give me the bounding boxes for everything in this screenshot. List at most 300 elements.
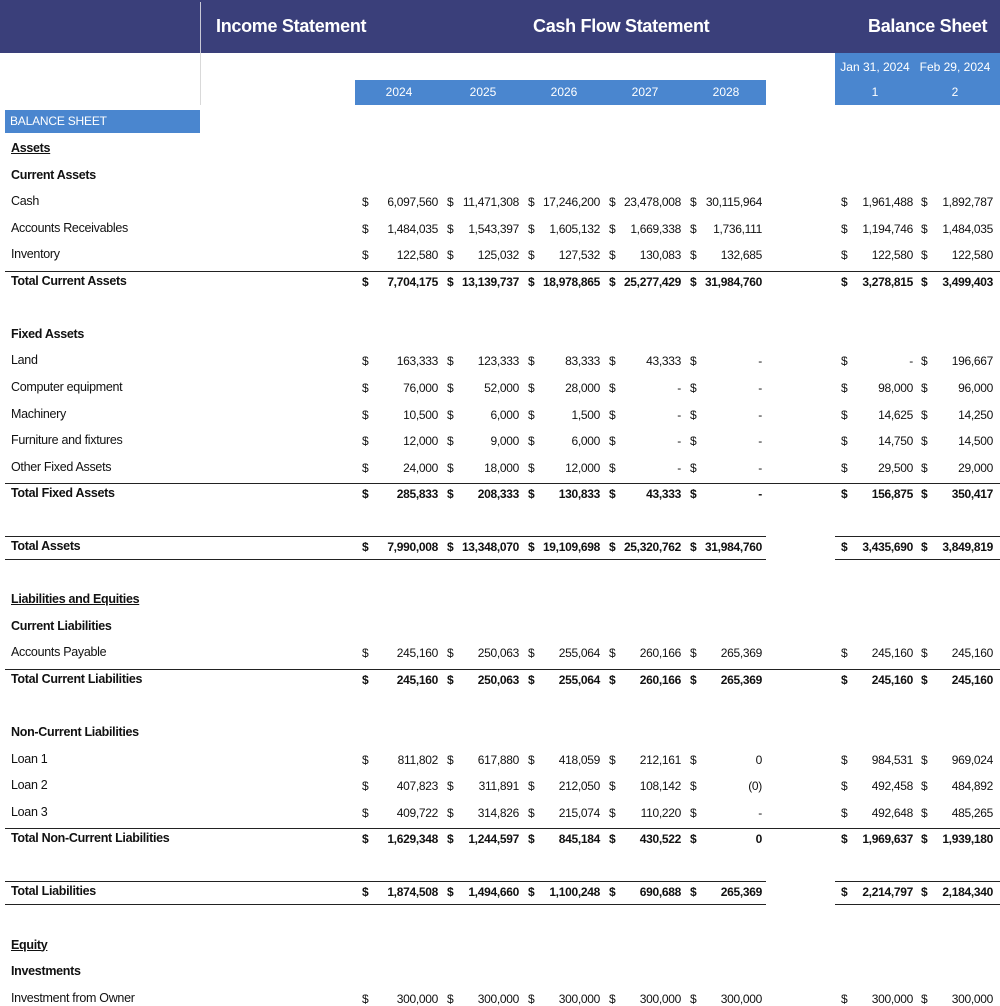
row-rule [5, 881, 766, 882]
cell-value[interactable]: 245,160 [871, 646, 913, 661]
row-label: Current Liabilities [11, 618, 112, 633]
cell-value[interactable]: 300,000 [871, 991, 913, 1006]
cell-value[interactable]: 418,059 [558, 752, 600, 767]
currency-symbol: $ [841, 540, 848, 555]
currency-symbol: $ [921, 832, 928, 847]
cell-value[interactable]: 484,892 [951, 779, 993, 794]
currency-symbol: $ [362, 885, 369, 900]
column-divider [200, 53, 201, 105]
cell-value[interactable]: 108,142 [639, 779, 681, 794]
cell-value[interactable]: 245,160 [951, 646, 993, 661]
currency-symbol: $ [690, 487, 697, 502]
cell-value[interactable]: 18,000 [484, 460, 519, 475]
cell-value[interactable]: - [677, 460, 681, 475]
currency-symbol: $ [841, 805, 848, 820]
currency-symbol: $ [690, 805, 697, 820]
cell-value[interactable]: 1,494,660 [468, 885, 519, 900]
cell-value[interactable]: 1,543,397 [468, 221, 519, 236]
currency-symbol: $ [841, 832, 848, 847]
cell-value[interactable]: 1,969,637 [862, 832, 913, 847]
currency-symbol: $ [362, 779, 369, 794]
cell-value[interactable]: 350,417 [951, 487, 993, 502]
cell-value[interactable]: 83,333 [565, 354, 600, 369]
cell-value[interactable]: - [758, 805, 762, 820]
currency-symbol: $ [609, 195, 616, 210]
currency-symbol: $ [528, 195, 535, 210]
cell-value[interactable]: 24,000 [403, 460, 438, 475]
cell-value[interactable]: - [677, 434, 681, 449]
cell-value[interactable]: 25,320,762 [623, 540, 681, 555]
row-rule [835, 559, 1000, 560]
currency-symbol: $ [690, 991, 697, 1006]
cell-value[interactable]: 492,458 [871, 779, 913, 794]
cell-value[interactable]: 18,978,865 [542, 274, 600, 289]
cell-value[interactable]: 196,667 [951, 354, 993, 369]
currency-symbol: $ [362, 646, 369, 661]
cell-value[interactable]: 29,500 [878, 460, 913, 475]
currency-symbol: $ [362, 354, 369, 369]
cell-value[interactable]: 30,115,964 [705, 195, 762, 210]
cell-value[interactable]: 3,499,403 [942, 274, 993, 289]
row-label: Liabilities and Equities [11, 592, 140, 607]
cell-value[interactable]: 811,802 [397, 752, 438, 767]
currency-symbol: $ [362, 540, 369, 555]
cell-value[interactable]: 43,333 [646, 354, 681, 369]
cell-value[interactable]: - [909, 354, 913, 369]
cell-value[interactable]: 125,032 [477, 248, 519, 263]
currency-symbol: $ [528, 380, 535, 395]
year-header: 2028 [712, 85, 740, 99]
cell-value[interactable]: 260,166 [639, 673, 681, 687]
currency-symbol: $ [690, 248, 697, 263]
year-header: 2027 [631, 85, 659, 99]
row-rule [5, 669, 1000, 670]
cell-value[interactable]: - [758, 487, 762, 502]
cell-value[interactable]: 845,184 [558, 832, 600, 847]
cell-value[interactable]: 208,333 [477, 487, 519, 502]
row-label: Investments [11, 964, 81, 979]
cell-value[interactable]: 314,826 [477, 805, 519, 820]
cell-value[interactable]: 98,000 [878, 380, 913, 395]
currency-symbol: $ [609, 487, 616, 502]
currency-symbol: $ [921, 460, 928, 475]
row-label: Fixed Assets [11, 326, 85, 341]
currency-symbol: $ [921, 380, 928, 395]
cell-value[interactable]: 430,522 [639, 832, 681, 847]
cell-value[interactable]: 260,166 [639, 646, 681, 661]
currency-symbol: $ [362, 248, 369, 263]
cell-value[interactable]: 7,704,175 [387, 274, 438, 289]
cell-value[interactable]: 11,471,308 [462, 195, 519, 210]
cell-value[interactable]: 265,369 [720, 646, 762, 661]
currency-symbol: $ [609, 805, 616, 820]
currency-symbol: $ [447, 195, 454, 210]
currency-symbol: $ [921, 779, 928, 794]
cell-value[interactable]: 245,160 [396, 673, 438, 687]
currency-symbol: $ [609, 885, 616, 900]
cell-value[interactable]: - [758, 434, 762, 449]
cell-value[interactable]: - [758, 380, 762, 395]
cell-value[interactable]: 122,580 [951, 248, 993, 263]
currency-symbol: $ [447, 991, 454, 1006]
cell-value[interactable]: 300,000 [639, 991, 681, 1006]
currency-symbol: $ [447, 380, 454, 395]
row-label: Total Current Assets [11, 273, 127, 288]
cell-value[interactable]: 122,580 [396, 248, 438, 263]
currency-symbol: $ [447, 354, 454, 369]
currency-symbol: $ [609, 274, 616, 289]
currency-symbol: $ [841, 991, 848, 1006]
cell-value[interactable]: 130,083 [639, 248, 681, 263]
cell-value[interactable]: 3,278,815 [862, 274, 913, 289]
row-rule [5, 536, 766, 537]
currency-symbol: $ [609, 646, 616, 661]
currency-symbol: $ [841, 673, 848, 687]
currency-symbol: $ [609, 407, 616, 422]
cell-value[interactable]: 14,625 [878, 407, 913, 422]
cell-value[interactable]: 1,874,508 [387, 885, 438, 900]
row-label: Land [11, 353, 38, 368]
currency-symbol: $ [362, 434, 369, 449]
cell-value[interactable]: 1,629,348 [387, 832, 438, 847]
currency-symbol: $ [921, 991, 928, 1006]
cell-value[interactable]: 1,500 [571, 407, 600, 422]
cell-value[interactable]: 1,484,035 [387, 221, 438, 236]
cell-value[interactable]: 13,348,070 [461, 540, 519, 555]
row-label: Total Non-Current Liabilities [11, 831, 170, 846]
currency-symbol: $ [447, 221, 454, 236]
currency-symbol: $ [609, 832, 616, 847]
cell-value[interactable]: 31,984,760 [704, 540, 762, 555]
cell-value[interactable]: 1,244,597 [468, 832, 519, 847]
cell-value[interactable]: 1,669,338 [630, 221, 681, 236]
row-label: Total Current Liabilities [11, 672, 143, 686]
cell-value[interactable]: 1,736,111 [713, 221, 762, 236]
currency-symbol: $ [362, 805, 369, 820]
currency-symbol: $ [609, 540, 616, 555]
row-rule [5, 904, 766, 905]
cell-value[interactable]: 156,875 [871, 487, 913, 502]
currency-symbol: $ [447, 460, 454, 475]
tab-income-statement[interactable]: Income Statement [216, 16, 367, 36]
cell-value[interactable]: 250,063 [477, 673, 519, 687]
currency-symbol: $ [362, 274, 369, 289]
cell-value[interactable]: 1,484,035 [942, 221, 993, 236]
currency-symbol: $ [921, 752, 928, 767]
currency-symbol: $ [447, 540, 454, 555]
row-label: Cash [11, 194, 39, 209]
cell-value[interactable]: 110,220 [640, 805, 681, 820]
cell-value[interactable]: 984,531 [871, 752, 913, 767]
cell-value[interactable]: - [677, 380, 681, 395]
currency-symbol: $ [690, 195, 697, 210]
cell-value[interactable]: 212,161 [639, 752, 681, 767]
currency-symbol: $ [447, 885, 454, 900]
cell-value[interactable]: 1,892,787 [942, 195, 993, 210]
cell-value[interactable]: 127,532 [558, 248, 600, 263]
currency-symbol: $ [528, 805, 535, 820]
row-label: Computer equipment [11, 379, 123, 394]
cell-value[interactable]: 2,214,797 [862, 885, 913, 900]
cell-value[interactable]: 31,984,760 [704, 274, 762, 289]
cell-value[interactable]: 300,000 [951, 991, 993, 1006]
cell-value[interactable]: 28,000 [565, 380, 600, 395]
currency-symbol: $ [362, 380, 369, 395]
cell-value[interactable]: 10,500 [403, 407, 438, 422]
currency-symbol: $ [362, 460, 369, 475]
cell-value[interactable]: 13,139,737 [461, 274, 519, 289]
currency-symbol: $ [921, 434, 928, 449]
currency-symbol: $ [609, 248, 616, 263]
currency-symbol: $ [690, 752, 697, 767]
currency-symbol: $ [690, 673, 697, 687]
currency-symbol: $ [528, 274, 535, 289]
cell-value[interactable]: 14,750 [878, 434, 913, 449]
cell-value[interactable]: 96,000 [958, 380, 993, 395]
currency-symbol: $ [841, 487, 848, 502]
month-number-header: 2 [951, 85, 959, 99]
currency-symbol: $ [690, 779, 697, 794]
cell-value[interactable]: 19,109,698 [542, 540, 600, 555]
cell-value[interactable]: 132,685 [720, 248, 762, 263]
cell-value[interactable]: 1,961,488 [862, 195, 913, 210]
cell-value[interactable]: 245,160 [951, 673, 993, 687]
currency-symbol: $ [921, 673, 928, 687]
currency-symbol: $ [447, 805, 454, 820]
currency-symbol: $ [921, 885, 928, 900]
year-header: 2025 [469, 85, 497, 99]
currency-symbol: $ [447, 673, 454, 687]
currency-symbol: $ [921, 407, 928, 422]
currency-symbol: $ [690, 460, 697, 475]
cell-value[interactable]: 245,160 [396, 646, 438, 661]
cell-value[interactable]: 311,891 [478, 779, 519, 794]
currency-symbol: $ [690, 646, 697, 661]
currency-symbol: $ [841, 354, 848, 369]
currency-symbol: $ [528, 434, 535, 449]
cell-value[interactable]: 300,000 [720, 991, 762, 1006]
currency-symbol: $ [528, 779, 535, 794]
cell-value[interactable]: 617,880 [477, 752, 519, 767]
year-header: 2026 [550, 85, 578, 99]
cell-value[interactable]: 29,000 [958, 460, 993, 475]
currency-symbol: $ [447, 779, 454, 794]
currency-symbol: $ [447, 646, 454, 661]
currency-symbol: $ [528, 991, 535, 1006]
row-label: Investment from Owner [11, 990, 135, 1005]
cell-value[interactable]: 1,100,248 [549, 885, 600, 900]
cell-value[interactable]: 1,939,180 [942, 832, 993, 847]
currency-symbol: $ [609, 752, 616, 767]
row-rule [5, 483, 1000, 484]
row-rule [5, 828, 1000, 829]
cell-value[interactable]: 409,722 [396, 805, 438, 820]
cell-value[interactable]: 215,074 [558, 805, 600, 820]
cell-value[interactable]: 3,849,819 [942, 540, 993, 555]
currency-symbol: $ [447, 487, 454, 502]
currency-symbol: $ [609, 779, 616, 794]
cell-value[interactable]: 300,000 [477, 991, 519, 1006]
currency-symbol: $ [447, 752, 454, 767]
currency-symbol: $ [841, 779, 848, 794]
cell-value[interactable]: 14,250 [958, 407, 993, 422]
row-label: Non-Current Liabilities [11, 725, 139, 740]
currency-symbol: $ [447, 832, 454, 847]
row-label: Furniture and fixtures [11, 433, 123, 448]
currency-symbol: $ [528, 540, 535, 555]
cell-value[interactable]: 300,000 [558, 991, 600, 1006]
cell-value[interactable]: 6,097,560 [387, 195, 438, 210]
currency-symbol: $ [609, 673, 616, 687]
cell-value[interactable]: 1,194,746 [862, 221, 913, 236]
cell-value[interactable]: 285,833 [396, 487, 438, 502]
cell-value[interactable]: 245,160 [871, 673, 913, 687]
cell-value[interactable]: 52,000 [484, 380, 519, 395]
cell-value[interactable]: 123,333 [477, 354, 519, 369]
cell-value[interactable]: 25,277,429 [623, 274, 681, 289]
cell-value[interactable]: 12,000 [403, 434, 438, 449]
currency-symbol: $ [841, 274, 848, 289]
currency-symbol: $ [690, 407, 697, 422]
tab-balance-sheet[interactable]: Balance Sheet [868, 16, 988, 36]
currency-symbol: $ [609, 991, 616, 1006]
currency-symbol: $ [690, 832, 697, 847]
currency-symbol: $ [841, 248, 848, 263]
currency-symbol: $ [528, 673, 535, 687]
cell-value[interactable]: - [758, 407, 762, 422]
cell-value[interactable]: 163,333 [396, 354, 438, 369]
cell-value[interactable]: 17,246,200 [542, 195, 600, 210]
currency-symbol: $ [841, 646, 848, 661]
currency-symbol: $ [841, 221, 848, 236]
currency-symbol: $ [609, 434, 616, 449]
currency-symbol: $ [528, 407, 535, 422]
cell-value[interactable]: 250,063 [477, 646, 519, 661]
currency-symbol: $ [528, 248, 535, 263]
cell-value[interactable]: 130,833 [558, 487, 600, 502]
currency-symbol: $ [528, 487, 535, 502]
cell-value[interactable]: 9,000 [490, 434, 519, 449]
cell-value[interactable]: 0 [755, 752, 762, 767]
row-label: Total Assets [11, 539, 81, 554]
currency-symbol: $ [528, 885, 535, 900]
currency-symbol: $ [841, 380, 848, 395]
cell-value[interactable]: 212,050 [558, 779, 600, 794]
cell-value[interactable]: 12,000 [565, 460, 600, 475]
currency-symbol: $ [528, 752, 535, 767]
currency-symbol: $ [690, 434, 697, 449]
currency-symbol: $ [528, 460, 535, 475]
row-rule [835, 536, 1000, 537]
currency-symbol: $ [609, 221, 616, 236]
month-date-header: Feb 29, 2024 [919, 60, 991, 74]
month-date-header: Jan 31, 2024 [840, 60, 910, 74]
cell-value[interactable]: 14,500 [958, 434, 993, 449]
cell-value[interactable]: - [758, 460, 762, 475]
currency-symbol: $ [921, 274, 928, 289]
cell-value[interactable]: 690,688 [639, 885, 681, 900]
cell-value[interactable]: 255,064 [558, 673, 600, 687]
currency-symbol: $ [841, 195, 848, 210]
row-label: Inventory [11, 247, 60, 262]
cell-value[interactable]: 485,265 [951, 805, 993, 820]
row-label: Accounts Receivables [11, 220, 128, 235]
cell-value[interactable]: 43,333 [646, 487, 681, 502]
cell-value[interactable]: 122,580 [871, 248, 913, 263]
cell-value[interactable]: 2,184,340 [942, 885, 993, 900]
currency-symbol: $ [690, 274, 697, 289]
cell-value[interactable]: 265,369 [720, 673, 762, 687]
cell-value[interactable]: 0 [755, 832, 762, 847]
cell-value[interactable]: 1,605,132 [549, 221, 600, 236]
currency-symbol: $ [921, 195, 928, 210]
currency-symbol: $ [362, 195, 369, 210]
currency-symbol: $ [609, 354, 616, 369]
row-label: Current Assets [11, 167, 96, 182]
currency-symbol: $ [528, 832, 535, 847]
currency-symbol: $ [921, 805, 928, 820]
cell-value[interactable]: 492,648 [871, 805, 913, 820]
currency-symbol: $ [921, 354, 928, 369]
currency-symbol: $ [609, 380, 616, 395]
currency-symbol: $ [690, 221, 697, 236]
row-label: Loan 2 [11, 778, 48, 793]
row-label: Other Fixed Assets [11, 459, 112, 474]
row-rule [835, 904, 1000, 905]
currency-symbol: $ [841, 407, 848, 422]
cell-value[interactable]: - [758, 354, 762, 369]
currency-symbol: $ [690, 540, 697, 555]
cell-value[interactable]: 76,000 [403, 380, 438, 395]
currency-symbol: $ [921, 487, 928, 502]
cell-value[interactable]: - [677, 407, 681, 422]
currency-symbol: $ [362, 487, 369, 502]
currency-symbol: $ [362, 407, 369, 422]
section-title: BALANCE SHEET [5, 110, 200, 133]
row-label: Equity [11, 937, 48, 952]
cell-value[interactable]: 407,823 [396, 779, 438, 794]
currency-symbol: $ [690, 380, 697, 395]
currency-symbol: $ [362, 673, 369, 687]
currency-symbol: $ [841, 434, 848, 449]
cell-value[interactable]: (0) [748, 779, 762, 794]
row-label: Accounts Payable [11, 645, 107, 660]
cell-value[interactable]: 255,064 [558, 646, 600, 661]
currency-symbol: $ [921, 646, 928, 661]
cell-value[interactable]: 6,000 [571, 434, 600, 449]
row-rule [835, 881, 1000, 882]
cell-value[interactable]: 6,000 [490, 407, 519, 422]
row-label: Total Liabilities [11, 884, 96, 899]
currency-symbol: $ [921, 540, 928, 555]
currency-symbol: $ [690, 354, 697, 369]
cell-value[interactable]: 23,478,008 [623, 195, 681, 210]
row-label: Machinery [11, 406, 66, 421]
cell-value[interactable]: 3,435,690 [862, 540, 913, 555]
currency-symbol: $ [362, 221, 369, 236]
year-header: 2024 [385, 85, 413, 99]
cell-value[interactable]: 265,369 [720, 885, 762, 900]
row-label: Loan 1 [11, 751, 48, 766]
row-rule [5, 559, 766, 560]
cell-value[interactable]: 969,024 [951, 752, 993, 767]
tab-cash-flow-statement[interactable]: Cash Flow Statement [533, 16, 710, 36]
row-label: Total Fixed Assets [11, 486, 115, 501]
cell-value[interactable]: 7,990,008 [387, 540, 438, 555]
month-number-header: 1 [871, 85, 879, 99]
row-label: Loan 3 [11, 804, 48, 819]
cell-value[interactable]: 300,000 [396, 991, 438, 1006]
